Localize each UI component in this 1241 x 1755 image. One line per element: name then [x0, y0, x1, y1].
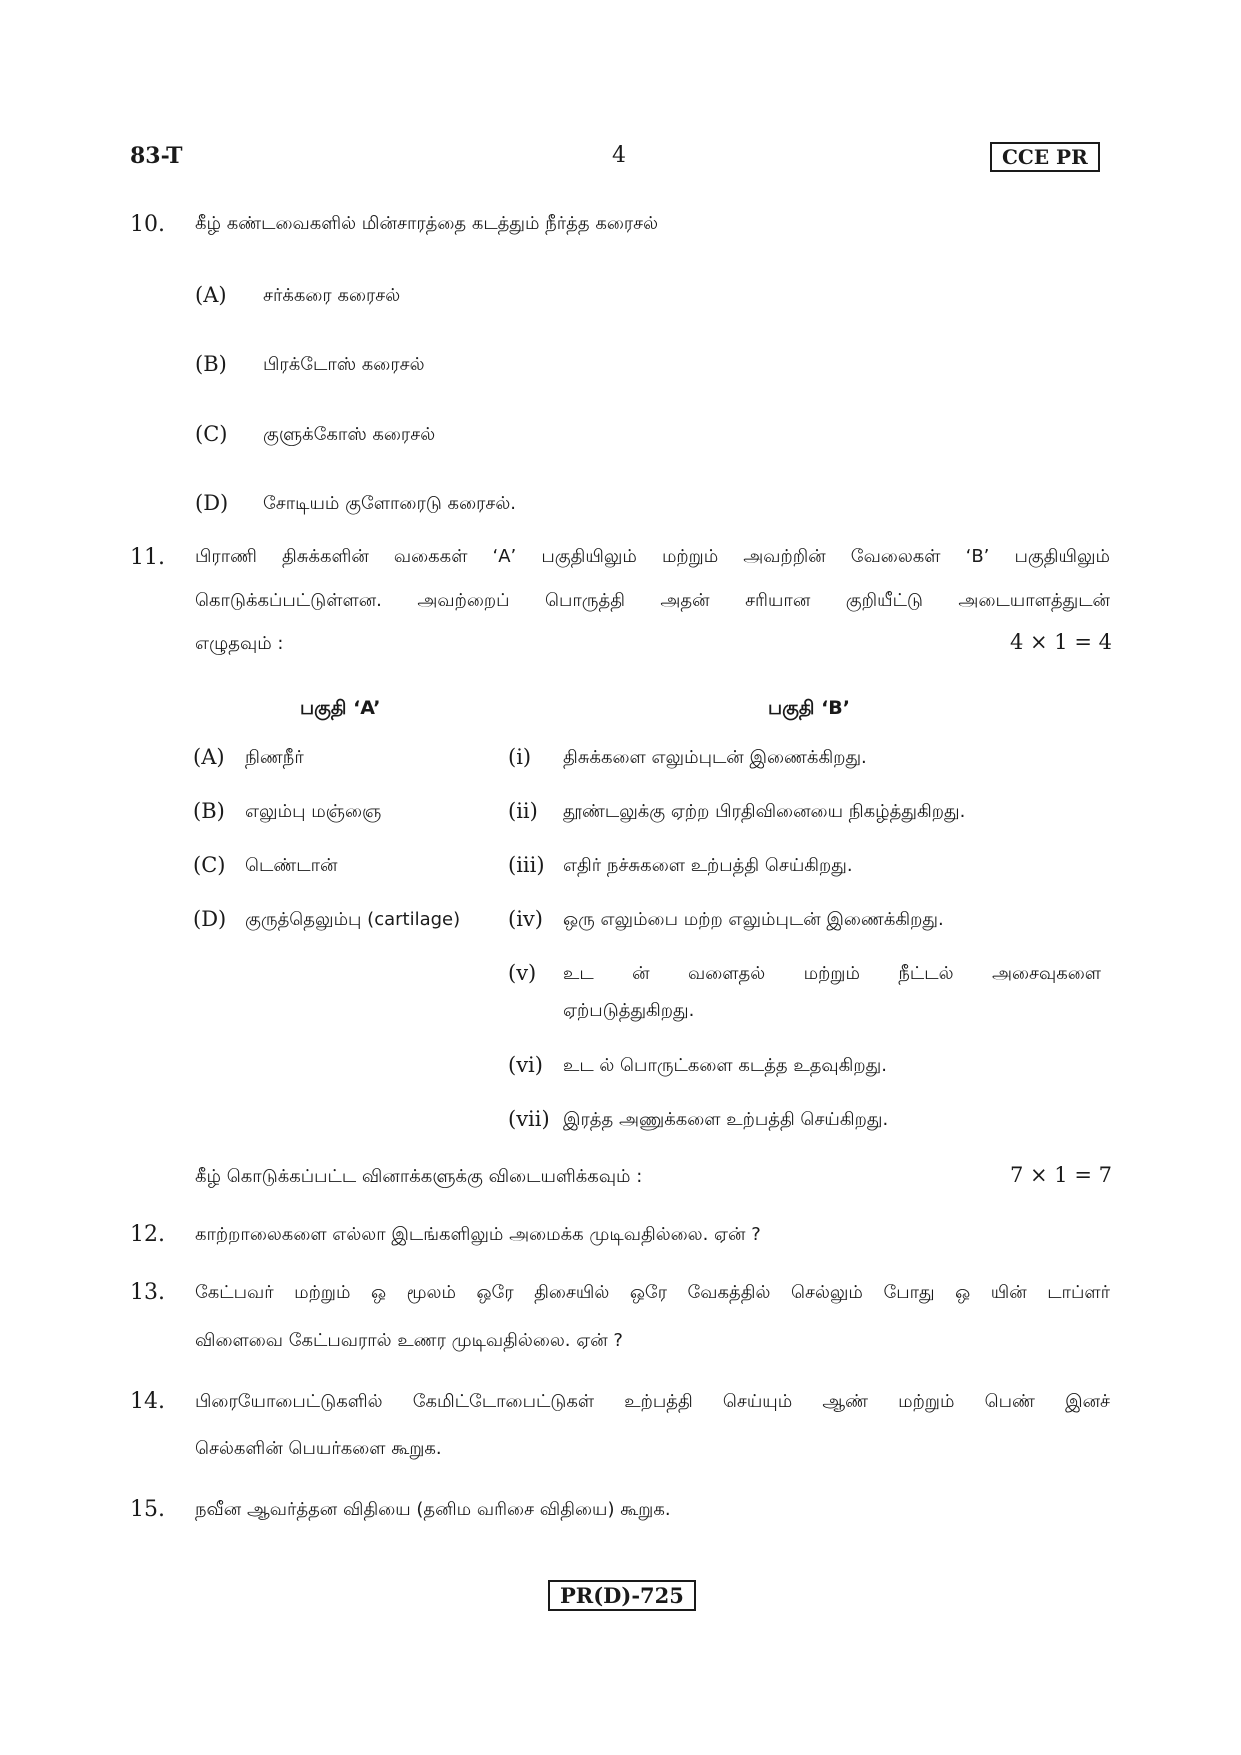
marks-label: 4 × 1 = 4 — [1010, 630, 1112, 654]
section-instruction: கீழ் கொடுக்கப்பட்ட வினாக்களுக்கு விடையளிக்கவும் : — [195, 1166, 643, 1187]
column-a-heading: பகுதி ‘A’ — [300, 697, 381, 719]
question-number: 11. — [130, 545, 165, 570]
question-text: கீழ் கண்டவைகளில் மின்சாரத்தை கடத்தும் நீர்த்த கரைசல் — [195, 213, 659, 234]
option-label: (D) — [195, 491, 229, 515]
column-a-text: நிணநீர் — [245, 747, 304, 768]
paper-code: 83-T — [130, 143, 183, 169]
page-number: 4 — [612, 143, 626, 168]
column-b-text: எதிர் நச்சுகளை உற்பத்தி செய்கிறது. — [563, 855, 853, 876]
option-label: (C) — [195, 422, 228, 446]
column-b-text: ஒரு எலும்பை மற்ற எலும்புடன் இணைக்கிறது. — [563, 909, 944, 930]
column-b-label: (vii) — [508, 1107, 550, 1131]
question-text-line: கொடுக்கப்பட்டுள்ளன. அவற்றைப் பொருத்தி அதன் சரியான குறியீட்டு அடையாளத்துடன் — [195, 590, 1110, 611]
question-text-line: கேட்பவர் மற்றும் ஒ மூலம் ஒரே திசையில் ஒரே வேகத்தில் செல்லும் போது ஒ யின் டாப்ளர் — [195, 1282, 1110, 1303]
column-b-label: (iv) — [508, 907, 543, 931]
column-b-label: (i) — [508, 745, 532, 769]
column-b-label: (v) — [508, 961, 537, 985]
column-b-text: உட ல் பொருட்களை கடத்த உதவுகிறது. — [563, 1055, 887, 1076]
column-b-text: திசுக்களை எலும்புடன் இணைக்கிறது. — [563, 747, 867, 768]
option-text: சோடியம் குளோரைடு கரைசல். — [263, 493, 517, 514]
question-number: 12. — [130, 1222, 165, 1247]
column-b-label: (ii) — [508, 799, 538, 823]
series-code-box: CCE PR — [990, 142, 1100, 172]
column-b-label: (iii) — [508, 853, 545, 877]
marks-label: 7 × 1 = 7 — [1010, 1163, 1112, 1187]
question-text: காற்றாலைகளை எல்லா இடங்களிலும் அமைக்க முடிவதில்லை. ஏன் ? — [195, 1224, 761, 1245]
column-b-label: (vi) — [508, 1053, 543, 1077]
question-number: 15. — [130, 1497, 165, 1522]
option-text: குளுக்கோஸ் கரைசல் — [263, 424, 436, 445]
column-b-text-continued: ஏற்படுத்துகிறது. — [563, 1000, 695, 1021]
column-a-text: குருத்தெலும்பு (cartilage) — [245, 909, 461, 930]
column-a-text: எலும்பு மஞ்ஞை — [245, 801, 382, 822]
column-a-label: (A) — [193, 745, 225, 769]
question-text-line: எழுதவும் : — [195, 633, 284, 654]
question-text-line: செல்களின் பெயர்களை கூறுக. — [195, 1438, 442, 1459]
column-a-label: (B) — [193, 799, 225, 823]
column-b-text: இரத்த அணுக்களை உற்பத்தி செய்கிறது. — [563, 1109, 889, 1130]
question-text-line: பிரையோபைட்டுகளில் கேமிட்டோபைட்டுகள் உற்பத்தி செய்யும் ஆண் மற்றும் பெண் இனச் — [195, 1391, 1110, 1412]
option-label: (B) — [195, 352, 227, 376]
question-number: 13. — [130, 1280, 165, 1305]
option-text: பிரக்டோஸ் கரைசல் — [263, 354, 425, 375]
question-text-line: விளைவை கேட்பவரால் உணர முடிவதில்லை. ஏன் ? — [195, 1330, 623, 1351]
column-b-text: தூண்டலுக்கு ஏற்ற பிரதிவினையை நிகழ்த்துகிறது. — [563, 801, 966, 822]
question-number: 10. — [130, 212, 165, 237]
column-b-text: உட ன் வளைதல் மற்றும் நீட்டல் அசைவுகளை — [563, 963, 1101, 984]
option-label: (A) — [195, 283, 227, 307]
column-a-label: (C) — [193, 853, 226, 877]
question-number: 14. — [130, 1389, 165, 1414]
option-text: சர்க்கரை கரைசல் — [263, 285, 401, 306]
column-a-text: டெண்டான் — [245, 855, 338, 876]
footer-code-box: PR(D)-725 — [548, 1580, 696, 1611]
column-b-heading: பகுதி ‘B’ — [768, 697, 851, 719]
question-text: நவீன ஆவர்த்தன விதியை (தனிம வரிசை விதியை) கூறுக. — [195, 1499, 671, 1520]
column-a-label: (D) — [193, 907, 227, 931]
question-text-line: பிராணி திசுக்களின் வகைகள் ‘A’ பகுதியிலும் மற்றும் அவற்றின் வேலைகள் ‘B’ பகுதியிலும் — [195, 546, 1110, 567]
